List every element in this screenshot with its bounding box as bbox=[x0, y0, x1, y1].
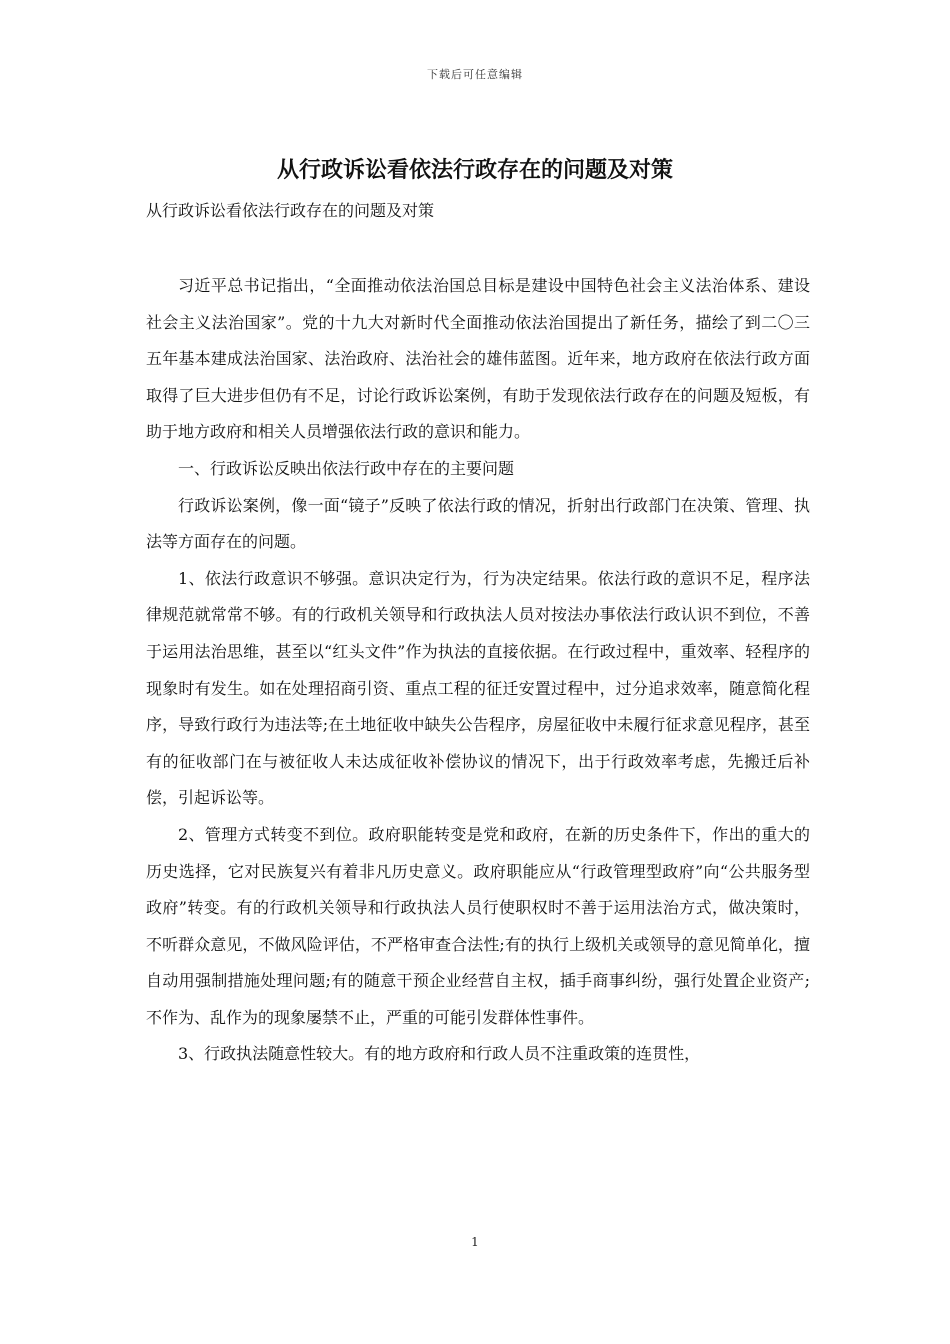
intro-paragraph: 习近平总书记指出，“全面推动依法治国总目标是建设中国特色社会主义法治体系、建设社会主义法治国家”。党的十九大对新时代全面推动依法治国提出了新任务，描绘了到二〇三五年基本建成法治国家、法治政府、法治社会的雄伟蓝图。近年来，地方政府在依法行政方面取得了巨大进步但仍有不足，讨论行政诉讼案例，有助于发现依法行政存在的问题及短板，有助于地方政府和相关人员增强依法行政的意识和能力。 bbox=[146, 276, 810, 442]
body-paragraph: 1、依法行政意识不够强。意识决定行为，行为决定结果。依法行政的意识不足，程序法律规范就常常不够。有的行政机关领导和行政执法人员对按法办事依法行政认识不到位，不善于运用法治思维，甚至以“红头文件”作为执法的直接依据。在行政过程中，重效率、轻程序的现象时有发生。如在处理招商引资、重点工程的征迁安置过程中，过分追求效率，随意简化程序，导致行政行为违法等;在土地征收中缺失公告程序，房屋征收中未履行征求意见程序，甚至有的征收部门在与被征收人未达成征收补偿协议的情况下，出于行政效率考虑，先搬迁后补偿，引起诉讼等。 bbox=[146, 568, 810, 808]
document-body bbox=[146, 268, 810, 1073]
document-title: 从行政诉讼看依法行政存在的问题及对策 bbox=[276, 157, 673, 183]
header-note: 下载后可任意编辑 bbox=[427, 68, 523, 81]
document-subtitle: 从行政诉讼看依法行政存在的问题及对策 bbox=[146, 201, 435, 220]
body-paragraph: 2、管理方式转变不到位。政府职能转变是党和政府，在新的历史条件下，作出的重大的历史选择，它对民族复兴有着非凡历史意义。政府职能应从“行政管理型政府”向“公共服务型政府”转变。有的行政机关领导和行政执法人员行使职权时不善于运用法治方式，做决策时，不听群众意见，不做风险评估，不严格审查合法性;有的执行上级机关或领导的意见简单化，擅自动用强制措施处理问题;有的随意干预企业经营自主权，插手商事纠纷，强行处置企业资产;不作为、乱作为的现象屡禁不止，严重的可能引发群体性事件。 bbox=[146, 824, 810, 1027]
body-paragraph: 3、行政执法随意性较大。有的地方政府和行政人员不注重政策的连贯性， bbox=[178, 1044, 701, 1064]
page-number: 1 bbox=[471, 1235, 479, 1249]
body-paragraph: 行政诉讼案例，像一面“镜子”反映了依法行政的情况，折射出行政部门在决策、管理、执法等方面存在的问题。 bbox=[146, 495, 810, 552]
section-heading: 一、行政诉讼反映出依法行政中存在的主要问题 bbox=[178, 458, 515, 478]
